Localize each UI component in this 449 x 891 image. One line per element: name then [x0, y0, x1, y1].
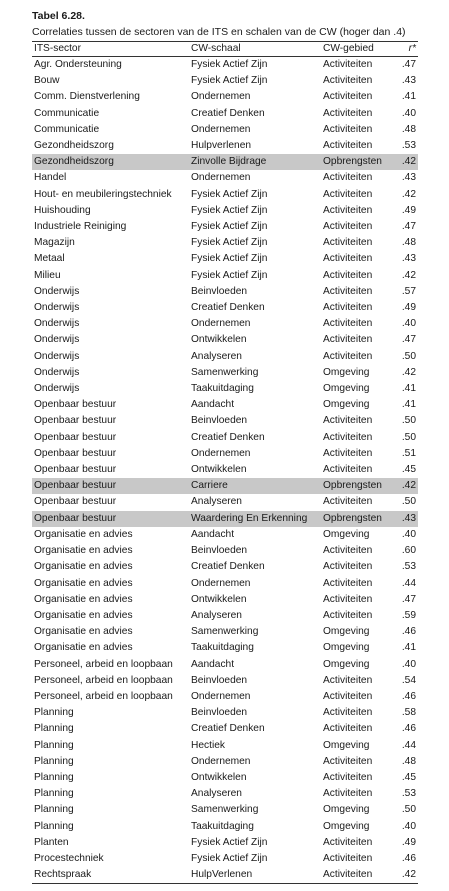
cell-its-sector: Onderwijs — [34, 302, 80, 314]
cell-cw-schaal: Samenwerking — [191, 366, 259, 378]
cell-r: .44 — [401, 577, 416, 589]
cell-r: .45 — [401, 464, 416, 476]
cell-r: .41 — [401, 399, 416, 411]
cell-cw-gebied: Activiteiten — [323, 690, 373, 702]
cell-its-sector: Huishouding — [34, 204, 91, 216]
table-row — [32, 754, 418, 770]
cell-cw-schaal: Ontwikkelen — [191, 593, 247, 605]
cell-r: .43 — [401, 253, 416, 265]
cell-r: .50 — [401, 415, 416, 427]
cell-cw-gebied: Activiteiten — [323, 755, 373, 767]
cell-r: .42 — [394, 867, 418, 884]
cell-cw-schaal: Fysiek Actief Zijn — [191, 75, 268, 87]
cell-cw-schaal: Waardering En Erkenning — [189, 511, 321, 527]
table-wrapper — [32, 9, 418, 884]
cell-r: .51 — [401, 447, 416, 459]
table-row — [32, 673, 418, 689]
cell-cw-schaal: Fysiek Actief Zijn — [191, 204, 268, 216]
cell-cw-schaal: Carriere — [189, 478, 321, 494]
cell-its-sector: Agr. Ondersteuning — [34, 59, 122, 70]
table-row — [32, 802, 418, 818]
cell-its-sector: Organisatie en advies — [34, 577, 133, 589]
cell-cw-schaal: Ondernemen — [191, 123, 251, 135]
cell-cw-gebied: Omgeving — [323, 528, 370, 540]
cell-cw-gebied: Activiteiten — [323, 188, 373, 200]
cell-cw-gebied: Activiteiten — [323, 609, 373, 621]
cell-its-sector: Hout- en meubileringstechniek — [34, 188, 172, 200]
cell-its-sector: Organisatie en advies — [34, 545, 133, 557]
cell-r: .42 — [394, 478, 418, 494]
cell-cw-schaal: Zinvolle Bijdrage — [189, 154, 321, 170]
cell-cw-gebied: Activiteiten — [323, 91, 373, 103]
cell-cw-gebied: Activiteiten — [323, 852, 373, 864]
cell-its-sector: Planten — [34, 836, 69, 848]
cell-its-sector: Gezondheidszorg — [34, 140, 114, 152]
cell-r: .41 — [401, 383, 416, 395]
cell-its-sector: Organisatie en advies — [34, 626, 133, 638]
cell-cw-gebied: Omgeving — [323, 383, 370, 395]
cell-cw-schaal: Beinvloeden — [191, 707, 248, 719]
cell-cw-gebied: Activiteiten — [321, 867, 394, 884]
table-row — [32, 251, 418, 267]
cell-cw-schaal: Creatief Denken — [191, 107, 265, 119]
cell-r: .58 — [401, 707, 416, 719]
cell-cw-gebied: Activiteiten — [323, 334, 373, 346]
cell-its-sector: Communicatie — [34, 123, 100, 135]
cell-cw-gebied: Activiteiten — [323, 302, 373, 314]
table-row — [32, 657, 418, 673]
cell-cw-schaal: Beinvloeden — [191, 415, 248, 427]
table-row — [32, 284, 418, 300]
cell-its-sector: Metaal — [34, 253, 65, 265]
cell-its-sector: Communicatie — [34, 107, 100, 119]
table-row — [32, 462, 418, 478]
cell-r: .49 — [401, 302, 416, 314]
cell-cw-gebied: Activiteiten — [323, 75, 373, 87]
cell-cw-schaal: Ondernemen — [191, 447, 251, 459]
table-row — [32, 689, 418, 705]
cell-cw-gebied: Activiteiten — [323, 723, 373, 735]
cell-cw-gebied: Activiteiten — [323, 285, 373, 297]
table-row — [32, 268, 418, 284]
table-row — [32, 770, 418, 786]
cell-r: .43 — [401, 75, 416, 87]
table-row — [32, 721, 418, 737]
cell-r: .47 — [401, 334, 416, 346]
table-row — [32, 316, 418, 332]
table-row — [32, 592, 418, 608]
cell-cw-gebied: Opbrengsten — [321, 511, 394, 527]
cell-r: .42 — [394, 154, 418, 170]
cell-cw-schaal: Creatief Denken — [191, 302, 265, 314]
cell-cw-gebied: Activiteiten — [323, 350, 373, 362]
cell-its-sector: Organisatie en advies — [34, 593, 133, 605]
table-row — [32, 381, 418, 397]
cell-cw-schaal: Ondernemen — [191, 577, 251, 589]
cell-cw-schaal: Ontwikkelen — [191, 464, 247, 476]
table-row — [32, 608, 418, 624]
table-row — [32, 154, 418, 170]
cell-cw-gebied: Opbrengsten — [321, 154, 394, 170]
cell-its-sector: Planning — [34, 788, 74, 800]
table-row — [32, 738, 418, 754]
table-row — [32, 203, 418, 219]
cell-cw-gebied: Activiteiten — [323, 237, 373, 249]
cell-cw-schaal: Ontwikkelen — [191, 771, 247, 783]
cell-its-sector: Industriele Reiniging — [34, 221, 127, 233]
header-its-sector: ITS-sector — [32, 42, 189, 57]
cell-r: .53 — [401, 140, 416, 152]
cell-cw-gebied: Activiteiten — [323, 269, 373, 281]
cell-its-sector: Gezondheidszorg — [32, 154, 189, 170]
header-cw-schaal: CW-schaal — [189, 42, 321, 57]
cell-cw-schaal: Samenwerking — [191, 804, 259, 816]
cell-cw-gebied: Activiteiten — [323, 593, 373, 605]
table-caption: Correlaties tussen de sectoren van de ITS en schalen van de CW (hoger dan .4) — [32, 26, 406, 38]
cell-r: .53 — [401, 561, 416, 573]
table-row — [32, 349, 418, 365]
cell-cw-gebied: Activiteiten — [323, 123, 373, 135]
table-row — [32, 511, 418, 527]
cell-cw-gebied: Activiteiten — [323, 707, 373, 719]
table-row — [32, 57, 418, 74]
cell-r: .48 — [401, 237, 416, 249]
table-row — [32, 170, 418, 186]
cell-its-sector: Openbaar bestuur — [34, 447, 117, 459]
cell-its-sector: Personeel, arbeid en loopbaan — [34, 674, 173, 686]
cell-r: .46 — [401, 626, 416, 638]
cell-cw-schaal: Beinvloeden — [191, 545, 248, 557]
cell-r: .50 — [401, 804, 416, 816]
cell-cw-schaal: Creatief Denken — [191, 431, 265, 443]
cell-cw-schaal: Analyseren — [191, 496, 242, 508]
cell-cw-schaal: Ondernemen — [191, 755, 251, 767]
cell-cw-gebied: Activiteiten — [323, 221, 373, 233]
cell-r: .48 — [401, 755, 416, 767]
cell-cw-schaal: Hectiek — [191, 739, 225, 751]
cell-cw-gebied: Activiteiten — [323, 431, 373, 443]
cell-its-sector: Magazijn — [34, 237, 75, 249]
cell-its-sector: Onderwijs — [34, 366, 80, 378]
cell-its-sector: Personeel, arbeid en loopbaan — [34, 658, 173, 670]
header-r: r* — [394, 42, 418, 57]
cell-cw-gebied: Omgeving — [323, 804, 370, 816]
table-row — [32, 106, 418, 122]
cell-its-sector: Onderwijs — [34, 350, 80, 362]
cell-cw-gebied: Activiteiten — [323, 674, 373, 686]
cell-cw-schaal: Ondernemen — [191, 172, 251, 184]
cell-cw-gebied: Activiteiten — [323, 415, 373, 427]
table-row — [32, 478, 418, 494]
cell-r: .47 — [401, 593, 416, 605]
table-row — [32, 559, 418, 575]
cell-its-sector: Onderwijs — [34, 334, 80, 346]
cell-cw-schaal: Ondernemen — [191, 690, 251, 702]
cell-its-sector: Planning — [34, 820, 74, 832]
cell-its-sector: Organisatie en advies — [34, 528, 133, 540]
cell-its-sector: Openbaar bestuur — [32, 511, 189, 527]
table-row — [32, 138, 418, 154]
cell-cw-schaal: Aandacht — [191, 399, 235, 411]
table-row — [32, 819, 418, 835]
cell-cw-schaal: Fysiek Actief Zijn — [191, 253, 268, 265]
cell-cw-schaal: Fysiek Actief Zijn — [191, 852, 268, 864]
cell-r: .46 — [401, 690, 416, 702]
cell-r: .50 — [401, 496, 416, 508]
cell-cw-schaal: Taakuitdaging — [191, 642, 254, 654]
cell-r: .47 — [401, 59, 416, 70]
cell-r: .43 — [394, 511, 418, 527]
cell-cw-gebied: Omgeving — [323, 626, 370, 638]
table-row — [32, 446, 418, 462]
cell-r: .60 — [401, 545, 416, 557]
cell-cw-schaal: Samenwerking — [191, 626, 259, 638]
cell-r: .41 — [401, 642, 416, 654]
cell-r: .44 — [401, 739, 416, 751]
cell-cw-gebied: Activiteiten — [323, 496, 373, 508]
header-row — [32, 42, 418, 57]
cell-cw-schaal: Beinvloeden — [191, 674, 248, 686]
cell-cw-gebied: Opbrengsten — [321, 478, 394, 494]
table-row — [32, 332, 418, 348]
cell-cw-schaal: Fysiek Actief Zijn — [191, 221, 268, 233]
table-row — [32, 300, 418, 316]
cell-cw-schaal: Aandacht — [191, 658, 235, 670]
cell-cw-schaal: Beinvloeden — [191, 285, 248, 297]
cell-cw-gebied: Activiteiten — [323, 172, 373, 184]
cell-its-sector: Planning — [34, 771, 74, 783]
cell-r: .46 — [401, 723, 416, 735]
cell-cw-gebied: Activiteiten — [323, 318, 373, 330]
cell-its-sector: Planning — [34, 739, 74, 751]
cell-cw-gebied: Activiteiten — [323, 107, 373, 119]
table-row — [32, 705, 418, 721]
cell-its-sector: Comm. Dienstverlening — [34, 91, 140, 103]
table-row — [32, 543, 418, 559]
cell-cw-schaal: Ondernemen — [191, 318, 251, 330]
table-row — [32, 867, 418, 884]
cell-r: .59 — [401, 609, 416, 621]
cell-cw-schaal: Ondernemen — [191, 91, 251, 103]
cell-its-sector: Planning — [34, 804, 74, 816]
table-row — [32, 219, 418, 235]
cell-r: .47 — [401, 221, 416, 233]
cell-cw-gebied: Activiteiten — [323, 788, 373, 800]
table-row — [32, 835, 418, 851]
cell-cw-schaal: Analyseren — [191, 788, 242, 800]
cell-cw-schaal: Taakuitdaging — [191, 383, 254, 395]
cell-its-sector: Onderwijs — [34, 383, 80, 395]
cell-cw-gebied: Activiteiten — [323, 545, 373, 557]
cell-cw-gebied: Activiteiten — [323, 577, 373, 589]
table-row — [32, 851, 418, 867]
cell-r: .40 — [401, 528, 416, 540]
cell-its-sector: Openbaar bestuur — [34, 431, 117, 443]
cell-cw-schaal: Fysiek Actief Zijn — [191, 188, 268, 200]
cell-r: .40 — [401, 658, 416, 670]
header-cw-gebied: CW-gebied — [321, 42, 394, 57]
cell-r: .40 — [401, 820, 416, 832]
cell-r: .46 — [401, 852, 416, 864]
table-row — [32, 187, 418, 203]
table-row — [32, 494, 418, 510]
cell-cw-gebied: Activiteiten — [323, 836, 373, 848]
table-row — [32, 527, 418, 543]
cell-its-sector: Organisatie en advies — [34, 642, 133, 654]
cell-its-sector: Planning — [34, 755, 74, 767]
cell-its-sector: Openbaar bestuur — [34, 464, 117, 476]
cell-its-sector: Handel — [34, 172, 67, 184]
table-row — [32, 413, 418, 429]
cell-r: .42 — [401, 366, 416, 378]
cell-r: .50 — [401, 350, 416, 362]
cell-r: .57 — [401, 285, 416, 297]
cell-its-sector: Rechtspraak — [32, 867, 189, 884]
correlation-table — [32, 41, 418, 884]
cell-cw-gebied: Activiteiten — [323, 771, 373, 783]
cell-cw-schaal: Creatief Denken — [191, 723, 265, 735]
cell-its-sector: Procestechniek — [34, 852, 104, 864]
cell-cw-gebied: Activiteiten — [323, 464, 373, 476]
table-row — [32, 397, 418, 413]
cell-cw-gebied: Activiteiten — [323, 253, 373, 265]
cell-r: .42 — [401, 269, 416, 281]
cell-its-sector: Openbaar bestuur — [34, 496, 117, 508]
cell-cw-schaal: Fysiek Actief Zijn — [191, 59, 268, 70]
cell-cw-gebied: Activiteiten — [323, 59, 373, 70]
cell-cw-gebied: Omgeving — [323, 366, 370, 378]
cell-its-sector: Organisatie en advies — [34, 561, 133, 573]
cell-cw-gebied: Omgeving — [323, 739, 370, 751]
cell-its-sector: Planning — [34, 723, 74, 735]
cell-cw-gebied: Omgeving — [323, 658, 370, 670]
cell-its-sector: Organisatie en advies — [34, 609, 133, 621]
table-row — [32, 73, 418, 89]
cell-r: .49 — [401, 204, 416, 216]
table-row — [32, 640, 418, 656]
cell-its-sector: Openbaar bestuur — [34, 399, 117, 411]
table-row — [32, 365, 418, 381]
table-row — [32, 235, 418, 251]
cell-cw-schaal: Fysiek Actief Zijn — [191, 269, 268, 281]
cell-cw-gebied: Omgeving — [323, 642, 370, 654]
cell-cw-schaal: Aandacht — [191, 528, 235, 540]
cell-cw-schaal: Hulpverlenen — [191, 140, 252, 152]
table-row — [32, 786, 418, 802]
table-row — [32, 624, 418, 640]
cell-cw-gebied: Activiteiten — [323, 204, 373, 216]
cell-cw-schaal: Ontwikkelen — [191, 334, 247, 346]
cell-its-sector: Planning — [34, 707, 74, 719]
cell-r: .40 — [401, 107, 416, 119]
cell-cw-gebied: Activiteiten — [323, 447, 373, 459]
cell-r: .43 — [401, 172, 416, 184]
table-row — [32, 122, 418, 138]
table-body — [32, 57, 418, 884]
table-number: Tabel 6.28. — [32, 10, 85, 22]
cell-r: .53 — [401, 788, 416, 800]
table-row — [32, 430, 418, 446]
cell-cw-schaal: Fysiek Actief Zijn — [191, 836, 268, 848]
cell-its-sector: Onderwijs — [34, 285, 80, 297]
cell-cw-schaal: Fysiek Actief Zijn — [191, 237, 268, 249]
cell-r: .40 — [401, 318, 416, 330]
cell-r: .50 — [401, 431, 416, 443]
cell-its-sector: Milieu — [34, 269, 61, 281]
cell-cw-gebied: Omgeving — [323, 820, 370, 832]
cell-its-sector: Bouw — [34, 75, 60, 87]
table-row — [32, 576, 418, 592]
cell-cw-schaal: HulpVerlenen — [189, 867, 321, 884]
cell-r: .48 — [401, 123, 416, 135]
cell-r: .45 — [401, 771, 416, 783]
cell-its-sector: Openbaar bestuur — [32, 478, 189, 494]
cell-r: .49 — [401, 836, 416, 848]
cell-r: .42 — [401, 188, 416, 200]
cell-cw-schaal: Analyseren — [191, 609, 242, 621]
cell-r: .54 — [401, 674, 416, 686]
cell-cw-schaal: Taakuitdaging — [191, 820, 254, 832]
cell-its-sector: Personeel, arbeid en loopbaan — [34, 690, 173, 702]
cell-cw-gebied: Omgeving — [323, 399, 370, 411]
cell-its-sector: Onderwijs — [34, 318, 80, 330]
table-row — [32, 89, 418, 105]
cell-cw-gebied: Activiteiten — [323, 140, 373, 152]
cell-cw-schaal: Creatief Denken — [191, 561, 265, 573]
cell-its-sector: Openbaar bestuur — [34, 415, 117, 427]
cell-cw-schaal: Analyseren — [191, 350, 242, 362]
cell-r: .41 — [401, 91, 416, 103]
cell-cw-gebied: Activiteiten — [323, 561, 373, 573]
